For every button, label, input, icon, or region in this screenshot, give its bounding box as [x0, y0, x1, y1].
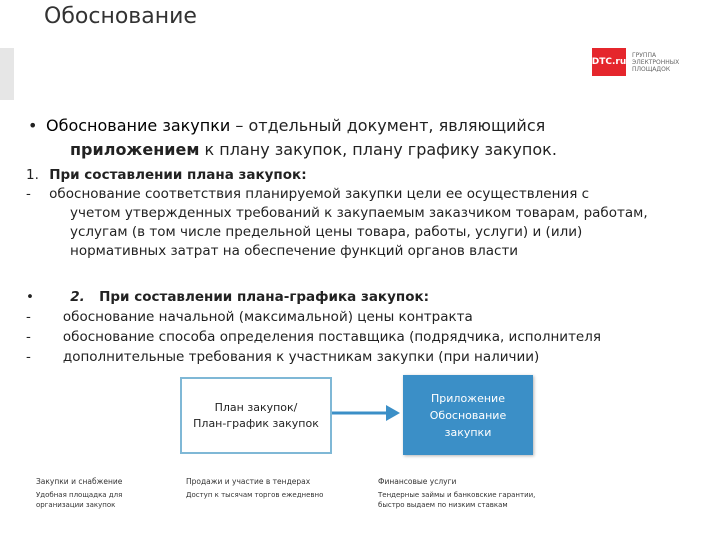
item1-line2: учетом утвержденных требований к закупаемым заказчиком товарам, работам,	[70, 205, 648, 221]
item1-num: 1.	[26, 167, 39, 183]
bullet1	[28, 114, 686, 162]
item2-mark: •	[26, 289, 34, 305]
arrow-right-icon	[332, 401, 402, 425]
plan-box: План закупок/ План-график закупок	[180, 377, 332, 454]
item2-line: - обоснование способа определения поставщика (подрядчика, исполнителя	[26, 329, 601, 345]
item1-line4: нормативных затрат на обеспечение функций органов власти	[70, 243, 519, 259]
attachment-box: Приложение Обоснование закупки	[403, 375, 533, 455]
item2-head-row	[26, 288, 429, 307]
bullet1-bold: Обоснование закупки	[46, 116, 231, 135]
item2-head: При составлении плана-графика закупок:	[99, 289, 430, 305]
item2-line: - дополнительные требования к участникам закупки (при наличии)	[26, 349, 540, 365]
logo-mark: DTC.ru	[592, 48, 626, 76]
item2-line: - обоснование начальной (максимальной) цены контракта	[26, 309, 473, 325]
bullet1-bold2: приложением	[70, 140, 200, 159]
item1-line1: - обоснование соответствия планируемой закупки цели ее осуществления с	[26, 186, 590, 202]
item1-line3: услугам (в том числе предельной цены товара, работы, услуги) и (или)	[70, 224, 583, 240]
item1-head: При составлении плана закупок:	[49, 167, 307, 183]
footer-col-procurement: Закупки и снабжение Удобная площадка для организации закупок	[36, 477, 123, 509]
bullet1-rest2: к плану закупок, плану графику закупок.	[199, 140, 557, 159]
item1-head-row	[26, 166, 307, 185]
bullet-mark: •	[28, 116, 38, 135]
item1-dash: -	[26, 186, 31, 202]
footer-col-finance: Финансовые услуги Тендерные займы и банковские гарантии, быстро выдаем по низким ставкам	[378, 477, 536, 509]
dtc-logo	[592, 48, 692, 76]
left-accent-bar	[0, 48, 14, 100]
page-title: Обоснование	[44, 4, 197, 29]
item2-num: 2.	[70, 289, 85, 305]
footer-col-sales: Продажи и участие в тендерах Доступ к тысячам торгов ежедневно	[186, 477, 324, 499]
bullet1-rest: – отдельный документ, являющийся	[230, 116, 546, 135]
logo-subtitle: ГРУППА ЭЛЕКТРОННЫХ ПЛОЩАДОК	[632, 51, 680, 73]
